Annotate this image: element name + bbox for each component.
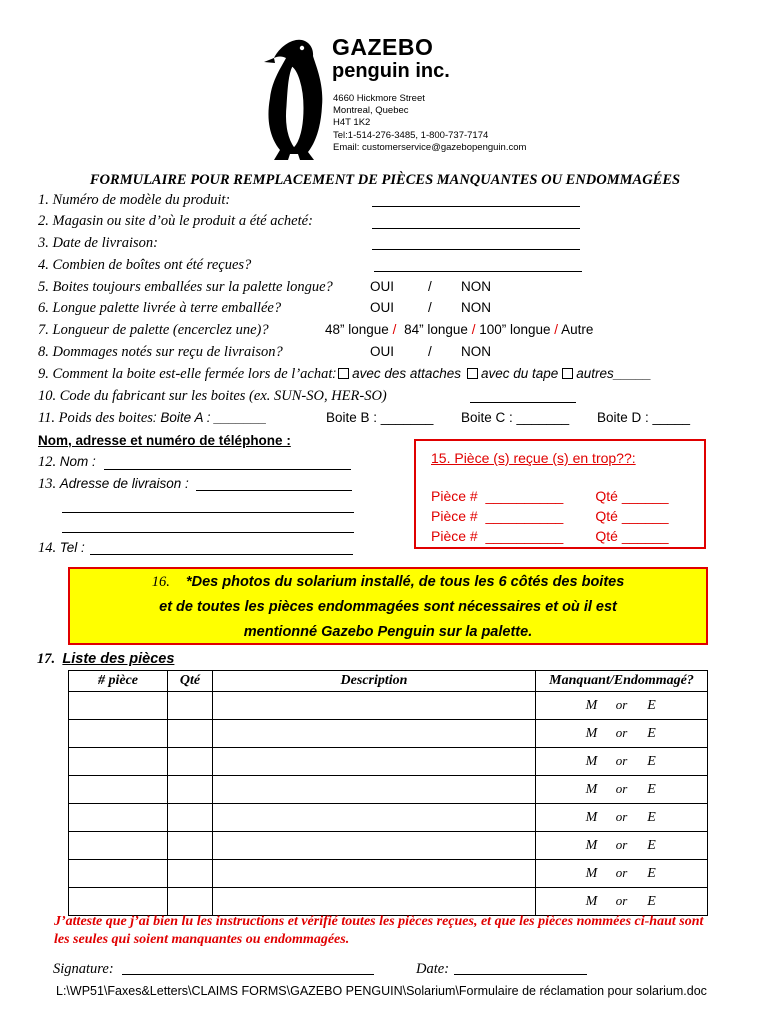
or-text: or bbox=[615, 697, 628, 712]
qty-cell[interactable] bbox=[168, 832, 213, 860]
missing-or-damaged-cell bbox=[536, 888, 708, 916]
piece-field[interactable]: __________ bbox=[485, 488, 564, 504]
tape-label: avec du tape bbox=[480, 366, 559, 381]
manufacturer-code-field[interactable] bbox=[470, 402, 576, 403]
extra-parts-rows bbox=[431, 486, 669, 546]
q5-oui[interactable]: OUI bbox=[370, 279, 395, 294]
piece-label: Pièce # bbox=[431, 528, 478, 544]
damaged-option[interactable]: E bbox=[647, 894, 656, 909]
other-checkbox[interactable] bbox=[562, 368, 573, 379]
missing-option[interactable]: M bbox=[585, 782, 598, 797]
date-label: Date bbox=[416, 961, 445, 977]
table-row bbox=[69, 776, 708, 804]
q5-non[interactable]: NON bbox=[461, 279, 491, 294]
col-piece: # pièce bbox=[69, 671, 168, 692]
signature-field[interactable] bbox=[122, 974, 374, 975]
or-text: or bbox=[615, 893, 628, 908]
col-qty: Qté bbox=[168, 671, 213, 692]
model-number-field[interactable] bbox=[372, 206, 580, 207]
description-cell[interactable] bbox=[213, 888, 536, 916]
box-c-weight[interactable]: Boite C : _______ bbox=[461, 410, 570, 425]
address-label: Adresse de livraison : bbox=[59, 476, 189, 491]
address-row bbox=[38, 476, 189, 493]
question-11-text: 11. Poids des boites bbox=[38, 410, 153, 426]
company-name bbox=[332, 36, 450, 81]
qty-cell[interactable] bbox=[168, 888, 213, 916]
question-3: 3. Date de livraison: bbox=[38, 235, 159, 251]
extra-part-row-2 bbox=[431, 506, 669, 526]
qty-cell[interactable] bbox=[168, 692, 213, 720]
description-cell[interactable] bbox=[213, 776, 536, 804]
attestation-text: J’atteste que j’ai bien lu les instructions et vérifié toutes les pièces reçues, et que les pièces nommées ci-haut sont les seules qui soient manquantes ou endommagées. bbox=[54, 914, 704, 947]
length-100[interactable]: 100” longue bbox=[479, 322, 551, 337]
box-a-weight[interactable]: : Boite A : _______ bbox=[152, 410, 267, 425]
qty-cell[interactable] bbox=[168, 720, 213, 748]
name-row bbox=[38, 454, 96, 471]
question-10: 10. Code du fabricant sur les boites (ex. SUN-SO, HER-SO) bbox=[38, 388, 387, 404]
address-postal: H4T 1K2 bbox=[333, 117, 371, 129]
description-cell[interactable] bbox=[213, 804, 536, 832]
piece-cell[interactable] bbox=[69, 832, 168, 860]
q7-options bbox=[325, 322, 593, 337]
description-cell[interactable] bbox=[213, 692, 536, 720]
length-other[interactable]: Autre bbox=[561, 322, 594, 337]
parts-list-title: Liste des pièces bbox=[62, 651, 175, 667]
question-4: 4. Combien de boîtes ont été reçues? bbox=[38, 257, 252, 273]
name-label: Nom : bbox=[59, 454, 96, 469]
missing-option[interactable]: M bbox=[585, 698, 598, 713]
store-field[interactable] bbox=[372, 228, 580, 229]
parts-list-number: 17. bbox=[37, 651, 56, 667]
table-row bbox=[69, 748, 708, 776]
date-row: Date: bbox=[416, 961, 450, 977]
table-row bbox=[69, 720, 708, 748]
table-row bbox=[69, 888, 708, 916]
piece-field[interactable]: __________ bbox=[485, 528, 564, 544]
box-d-weight[interactable]: Boite D : _____ bbox=[597, 410, 691, 425]
address-email: Email: customerservice@gazebopenguin.com bbox=[333, 141, 527, 153]
contact-heading: Nom, adresse et numéro de téléphone : bbox=[38, 433, 291, 448]
piece-cell[interactable] bbox=[69, 720, 168, 748]
qty-cell[interactable] bbox=[168, 860, 213, 888]
attaches-checkbox[interactable] bbox=[338, 368, 349, 379]
name-field[interactable] bbox=[104, 469, 351, 470]
piece-field[interactable]: __________ bbox=[485, 508, 564, 524]
question-9 bbox=[38, 366, 651, 383]
address-city: Montreal, Quebec bbox=[333, 105, 409, 117]
missing-option[interactable]: M bbox=[585, 754, 598, 769]
q8-oui[interactable]: OUI bbox=[370, 344, 395, 359]
parts-table-header bbox=[69, 671, 708, 692]
q7-sep-2: / bbox=[471, 322, 476, 337]
question-1: 1. Numéro de modèle du produit: bbox=[38, 192, 231, 208]
or-text: or bbox=[615, 781, 628, 796]
extra-part-row-1 bbox=[431, 486, 669, 506]
qty-cell[interactable] bbox=[168, 748, 213, 776]
extra-parts-box bbox=[414, 439, 706, 549]
piece-label: Pièce # bbox=[431, 488, 478, 504]
qty-label: Qté bbox=[595, 488, 618, 504]
signature-label: Signature bbox=[53, 961, 109, 977]
form-title: FORMULAIRE POUR REMPLACEMENT DE PIÈCES MANQUANTES OU ENDOMMAGÉES bbox=[89, 172, 681, 188]
qty-cell[interactable] bbox=[168, 776, 213, 804]
damaged-option[interactable]: E bbox=[647, 754, 656, 769]
extra-part-row-3 bbox=[431, 526, 669, 546]
delivery-date-field[interactable] bbox=[372, 249, 580, 250]
tape-checkbox[interactable] bbox=[467, 368, 478, 379]
damaged-option[interactable]: E bbox=[647, 810, 656, 825]
missing-or-damaged-cell bbox=[536, 692, 708, 720]
missing-option[interactable]: M bbox=[585, 894, 598, 909]
question-8: 8. Dommages notés sur reçu de livraison? bbox=[38, 344, 283, 360]
question-6: 6. Longue palette livrée à terre emballée? bbox=[38, 300, 282, 316]
question-9-colon: : bbox=[332, 366, 337, 381]
address-field-1[interactable] bbox=[196, 490, 352, 491]
missing-or-damaged-cell bbox=[536, 860, 708, 888]
box-count-field[interactable] bbox=[374, 271, 582, 272]
piece-cell[interactable] bbox=[69, 692, 168, 720]
damaged-option[interactable]: E bbox=[647, 838, 656, 853]
damaged-option[interactable]: E bbox=[647, 866, 656, 881]
length-84[interactable]: 84” longue bbox=[404, 322, 468, 337]
company-address bbox=[333, 93, 526, 154]
description-cell[interactable] bbox=[213, 860, 536, 888]
or-text: or bbox=[615, 809, 628, 824]
missing-or-damaged-cell bbox=[536, 776, 708, 804]
company-line1: GAZEBO bbox=[332, 34, 434, 60]
missing-option[interactable]: M bbox=[585, 726, 598, 741]
piece-cell[interactable] bbox=[69, 776, 168, 804]
qty-field[interactable]: ______ bbox=[621, 508, 669, 524]
missing-or-damaged-cell bbox=[536, 804, 708, 832]
qty-cell[interactable] bbox=[168, 804, 213, 832]
or-text: or bbox=[615, 865, 628, 880]
piece-cell[interactable] bbox=[69, 804, 168, 832]
q14-number: 14. bbox=[38, 540, 57, 556]
description-cell[interactable] bbox=[213, 748, 536, 776]
signature-row: Signature: bbox=[53, 961, 114, 977]
q8-slash: / bbox=[428, 344, 432, 359]
col-description: Description bbox=[213, 671, 536, 692]
tel-label: Tel : bbox=[59, 540, 85, 555]
piece-label: Pièce # bbox=[431, 508, 478, 524]
q6-oui[interactable]: OUI bbox=[370, 300, 395, 315]
other-label: autres_____ bbox=[576, 366, 652, 381]
missing-option[interactable]: M bbox=[585, 838, 598, 853]
q12-number: 12. bbox=[38, 454, 57, 470]
question-7: 7. Longueur de palette (encerclez une)? bbox=[38, 322, 269, 338]
missing-option[interactable]: M bbox=[585, 810, 598, 825]
tel-field[interactable] bbox=[90, 554, 353, 555]
or-text: or bbox=[615, 753, 628, 768]
question-5: 5. Boites toujours emballées sur la palette longue? bbox=[38, 279, 333, 295]
date-field[interactable] bbox=[454, 974, 587, 975]
q5-slash: / bbox=[428, 279, 432, 294]
company-line2: penguin inc. bbox=[332, 60, 450, 82]
address-field-3[interactable] bbox=[62, 532, 354, 533]
missing-or-damaged-cell bbox=[536, 720, 708, 748]
missing-option[interactable]: M bbox=[585, 866, 598, 881]
or-text: or bbox=[615, 837, 628, 852]
table-row bbox=[69, 860, 708, 888]
question-11 bbox=[38, 410, 267, 427]
qty-field[interactable]: ______ bbox=[621, 488, 669, 504]
piece-cell[interactable] bbox=[69, 888, 168, 916]
notice-line1-text: *Des photos du solarium installé, de tous les 6 côtés des boites bbox=[185, 574, 625, 590]
attaches-label: avec des attaches bbox=[352, 366, 461, 381]
notice-number: 16. bbox=[151, 574, 170, 590]
table-row bbox=[69, 832, 708, 860]
parts-table bbox=[68, 670, 708, 916]
or-text: or bbox=[615, 725, 628, 740]
damaged-option[interactable]: E bbox=[647, 782, 656, 797]
table-row bbox=[69, 804, 708, 832]
notice-line-3: mentionné Gazebo Penguin sur la palette. bbox=[243, 624, 533, 640]
missing-or-damaged-cell bbox=[536, 832, 708, 860]
qty-label: Qté bbox=[595, 528, 618, 544]
notice-line-2: et de toutes les pièces endommagées sont nécessaires et où il est bbox=[159, 599, 617, 615]
extra-parts-title: 15. Pièce (s) reçue (s) en trop??: bbox=[431, 450, 636, 466]
footer-file-path: L:\WP51\Faxes&Letters\CLAIMS FORMS\GAZEBO PENGUIN\Solarium\Formulaire de réclamation pour solarium.doc bbox=[56, 984, 707, 998]
address-field-2[interactable] bbox=[62, 512, 354, 513]
description-cell[interactable] bbox=[213, 720, 536, 748]
missing-or-damaged-cell bbox=[536, 748, 708, 776]
q7-sep-1: / bbox=[392, 322, 397, 337]
q6-slash: / bbox=[428, 300, 432, 315]
address-street: 4660 Hickmore Street bbox=[333, 93, 425, 104]
question-2: 2. Magasin ou site d’où le produit a été acheté: bbox=[38, 213, 313, 229]
q13-number: 13. bbox=[38, 476, 57, 492]
penguin-logo-icon bbox=[258, 36, 330, 166]
question-9-text: 9. Comment la boite est-elle fermée lors de l’achat bbox=[38, 366, 333, 382]
table-row bbox=[69, 692, 708, 720]
qty-label: Qté bbox=[595, 508, 618, 524]
q7-sep-3: / bbox=[554, 322, 559, 337]
qty-field[interactable]: ______ bbox=[621, 528, 669, 544]
q6-non[interactable]: NON bbox=[461, 300, 491, 315]
description-cell[interactable] bbox=[213, 832, 536, 860]
box-b-weight[interactable]: Boite B : _______ bbox=[326, 410, 434, 425]
address-tel: Tel:1-514-276-3485, 1-800-737-7174 bbox=[333, 129, 489, 141]
q8-non[interactable]: NON bbox=[461, 344, 491, 359]
photo-notice-box bbox=[68, 567, 708, 645]
parts-list-heading bbox=[37, 651, 174, 668]
col-missing-damaged: Manquant/Endommagé? bbox=[536, 671, 708, 692]
notice-line-1 bbox=[70, 570, 706, 595]
damaged-option[interactable]: E bbox=[647, 726, 656, 741]
tel-row bbox=[38, 540, 85, 557]
piece-cell[interactable] bbox=[69, 748, 168, 776]
piece-cell[interactable] bbox=[69, 860, 168, 888]
length-48[interactable]: 48” longue bbox=[325, 322, 389, 337]
damaged-option[interactable]: E bbox=[647, 698, 656, 713]
